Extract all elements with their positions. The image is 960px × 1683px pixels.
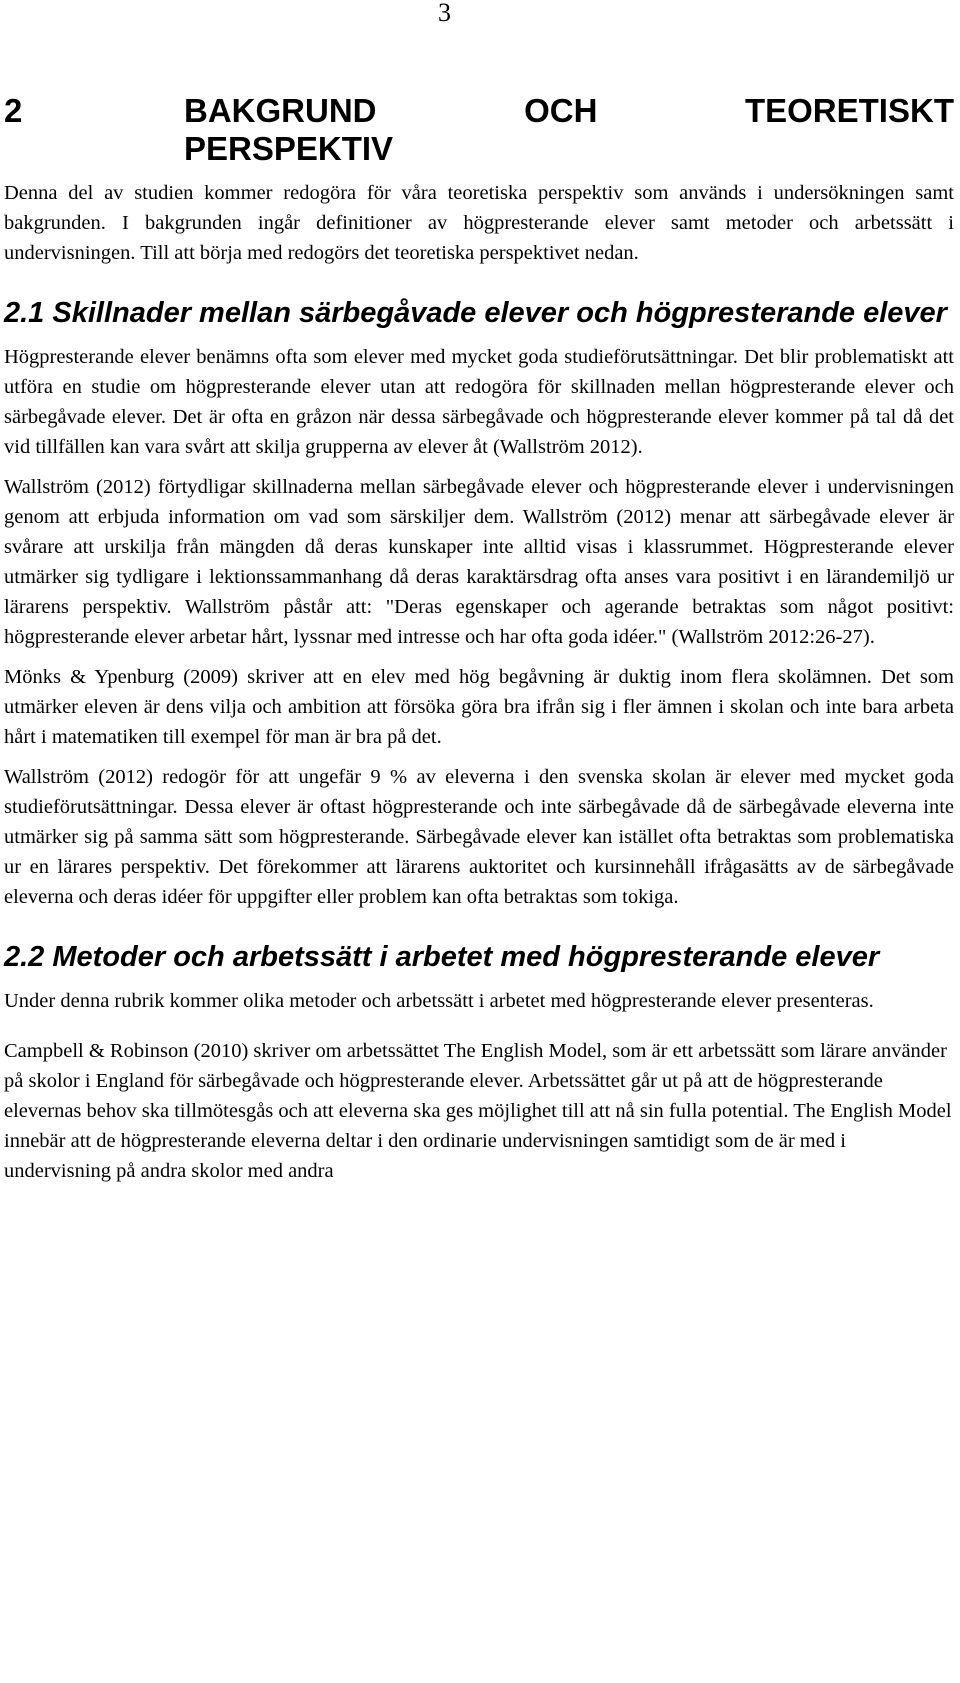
section-2-1-heading: 2.1 Skillnader mellan särbegåvade elever och högpresterande elever	[4, 297, 947, 329]
page-number: 3	[438, 0, 451, 27]
section-2-1-paragraph-1: Högpresterande elever benämns ofta som elever med mycket goda studieförutsättningar. Det blir problematiskt att utföra en studie om högpresterande elever utan att redogöra för skillnaden mellan högpresterande elever och särbegåvade elever. Det är ofta en gråzon när dessa särbegåvade och högpresterande elever kommer på tal då det vid tillfällen kan vara svårt att skilja grupperna av elever åt (Wallström 2012).	[4, 346, 954, 458]
section-2-title	[184, 92, 954, 168]
section-2-intro: Denna del av studien kommer redogöra för våra teoretiska perspektiv som används i undersökningen samt bakgrunden. I bakgrunden ingår definitioner av högpresterande elever samt metoder och arbetssätt i undervisningen. Till att börja med redogörs det teoretiska perspektivet nedan.	[4, 182, 954, 264]
section-2-number: 2	[4, 92, 23, 129]
section-2-title-word1: BAKGRUND	[184, 92, 377, 129]
section-2-1-paragraph-3: Mönks & Ypenburg (2009) skriver att en elev med hög begåvning är duktig inom flera skolämnen. Det som utmärker eleven är dens vilja och ambition att försöka göra bra ifrån sig i fler ämnen i skolan och inte bara arbeta hårt i matematiken till exempel för man är bra på det.	[4, 666, 954, 748]
section-2-title-word2: OCH	[524, 92, 598, 129]
section-2-2-paragraph: Campbell & Robinson (2010) skriver om arbetssättet The English Model, som är ett arbetssätt som lärare använder på skolor i England för särbegåvade och högpresterande elever. Arbetssättet går ut på att de högpresterande elevernas behov ska tillmötesgås och att eleverna ska ges möjlighet till att nå sin fulla potential. The English Model innebär att de högpresterande eleverna deltar i den ordinarie undervisningen samtidigt som de är med i undervisning på andra skolor med andra	[4, 1040, 952, 1182]
section-2-title-word3: TEORETISKT	[744, 92, 954, 129]
section-2-heading	[4, 92, 954, 168]
document-body	[4, 92, 954, 1186]
section-2-1-paragraph-4: Wallström (2012) redogör för att ungefär 9 % av eleverna i den svenska skolan är elever med mycket goda studieförutsättningar. Dessa elever är oftast högpresterande och inte särbegåvade då de särbegåvade eleverna inte utmärker sig på samma sätt som högpresterande. Särbegåvade elever kan istället ofta betraktas som problematiska ur en lärares perspektiv. Det förekommer att lärarens auktoritet och kursinnehåll ifrågasätts av de särbegåvade eleverna och deras idéer för uppgifter eller problem kan ofta betraktas som tokiga.	[4, 766, 954, 908]
section-2-title-line2: PERSPEKTIV	[184, 130, 394, 167]
section-2-1-paragraph-2: Wallström (2012) förtydligar skillnaderna mellan särbegåvade elever och högpresterande elever i undervisningen genom att erbjuda information om vad som särskiljer dem. Wallström (2012) menar att särbegåvade elever är svårare att urskilja från mängden då deras kunskaper inte alltid visas i klassrummet. Högpresterande elever utmärker sig tydligare i lektionssammanhang då deras karaktärsdrag ofta anses vara positivt i en lärandemiljö ur lärarens perspektiv. Wallström påstår att: "Deras egenskaper och agerande betraktas som något positivt: högpresterande elever arbetar hårt, lyssnar med intresse och har ofta goda idéer." (Wallström 2012:26-27).	[4, 476, 954, 648]
section-2-2-intro: Under denna rubrik kommer olika metoder och arbetssätt i arbetet med högpresterande elever presenteras.	[4, 990, 874, 1012]
section-2-title-line1	[184, 92, 954, 130]
section-2-2-heading: 2.2 Metoder och arbetssätt i arbetet med högpresterande elever	[4, 941, 880, 973]
